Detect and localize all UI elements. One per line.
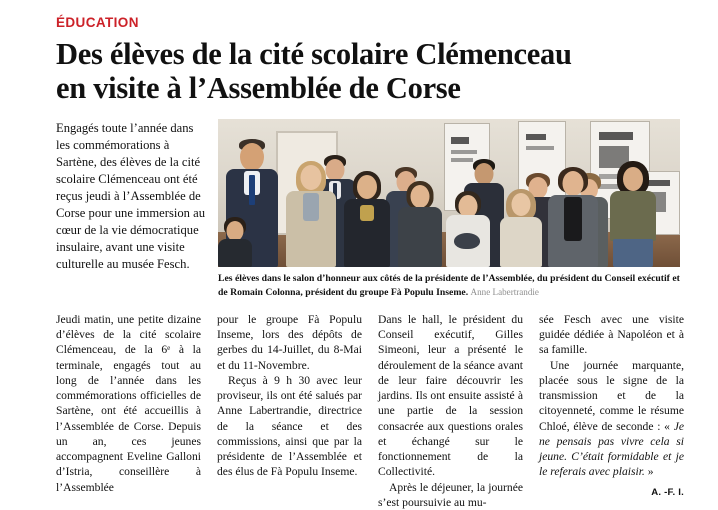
photo-caption xyxy=(218,273,680,300)
photo-caption-text: Les élèves dans le salon d’honneur aux côtés de la présidente de l’Assemblée, du président du Conseil exécutif et de Romain Colonna, président du groupe Fà Populu Inseme. xyxy=(218,273,680,299)
body-column-1 xyxy=(56,312,201,510)
photo-person-student-6 xyxy=(610,143,656,267)
lede-and-photo-row xyxy=(56,119,680,300)
article-photo xyxy=(218,119,680,267)
paragraph: Jeudi matin, une petite dizaine d’élèves de la cité scolaire Clémenceau, de la 6ᵉ à la terminale, engagés tout au long de l’année dans les commémorations officielles de Sartène, ont été accueillis à l’Assemblée de Corse. Depuis un an, ces jeunes accompagnent Eveline Galloni d’Istria, conseillère à l’Assemblée xyxy=(56,313,201,494)
photo-person-student-4 xyxy=(446,155,490,267)
photo-person-student-1 xyxy=(286,139,336,267)
headline-line-1: Des élèves de la cité scolaire Clémenceau xyxy=(56,36,572,71)
photo-student-bag xyxy=(454,233,480,249)
photo-person-president xyxy=(548,145,598,267)
student-quote: Je ne pensais pas vivre cela si jeune. C’était formidable et je le referais avec plaisir. xyxy=(539,419,684,479)
photo-person-student-2 xyxy=(344,145,390,267)
body-column-4 xyxy=(539,312,684,510)
paragraph-with-quote xyxy=(539,358,684,480)
author-signature: A. -F. I. xyxy=(651,486,684,498)
photo-person-child xyxy=(218,171,252,267)
photo-credit: Anne Labertrandie xyxy=(470,287,539,298)
paragraph: Dans le hall, le président du Conseil exécutif, Gilles Simeoni, leur a présenté le déroulement de la séance avant de leur faire découvrir les jardins. Ils ont ensuite assisté à une partie de la session consacrée aux questions orales et échangé sur le fonctionnement de la Collectivité. xyxy=(378,313,523,479)
section-kicker: ÉDUCATION xyxy=(56,15,139,30)
paragraph: Après le déjeuner, la journée s’est poursuivie au mu- xyxy=(378,480,523,509)
page-title xyxy=(56,37,696,106)
headline-line-2: en visite à l’Assemblée de Corse xyxy=(56,70,461,105)
paragraph: sée Fesch avec une visite guidée dédiée à Napoléon et à sa famille. xyxy=(539,313,684,357)
lede-paragraph: Engagés toute l’année dans les commémorations à Sartène, des élèves de la cité scolaire Clémenceau ont été reçus jeudi à l’Assemblée de Corse pour une immersion au cœur de la vie démocratique insulaire, avant une visite culturelle au musée Fesch. xyxy=(56,121,205,271)
quote-close: » xyxy=(644,465,654,479)
paragraph: pour le groupe Fà Populu Inseme, lors des dépôts de gerbes du 14-Juillet, du 8-Mai et du 11-Novembre. xyxy=(217,313,362,372)
paragraph: Reçus à 9 h 30 avec leur proviseur, ils ont été salués par Anne Labertrandie, directrice de la séance et des commissions, ainsi que par la présidente de l’Assemblée et des élus de Fà Populu Inseme. xyxy=(217,373,362,479)
article-body xyxy=(56,312,684,510)
photo-person-student-3 xyxy=(398,151,442,267)
article-page xyxy=(56,15,684,509)
photo-person-student-5 xyxy=(500,157,542,267)
quote-lead-in: Une journée marquante, placée sous le signe de la transmission et de la citoyenneté, comme le résume Chloé, élève de seconde : « xyxy=(539,358,684,433)
body-column-2 xyxy=(217,312,362,510)
body-column-3 xyxy=(378,312,523,510)
photo-block xyxy=(218,119,680,300)
